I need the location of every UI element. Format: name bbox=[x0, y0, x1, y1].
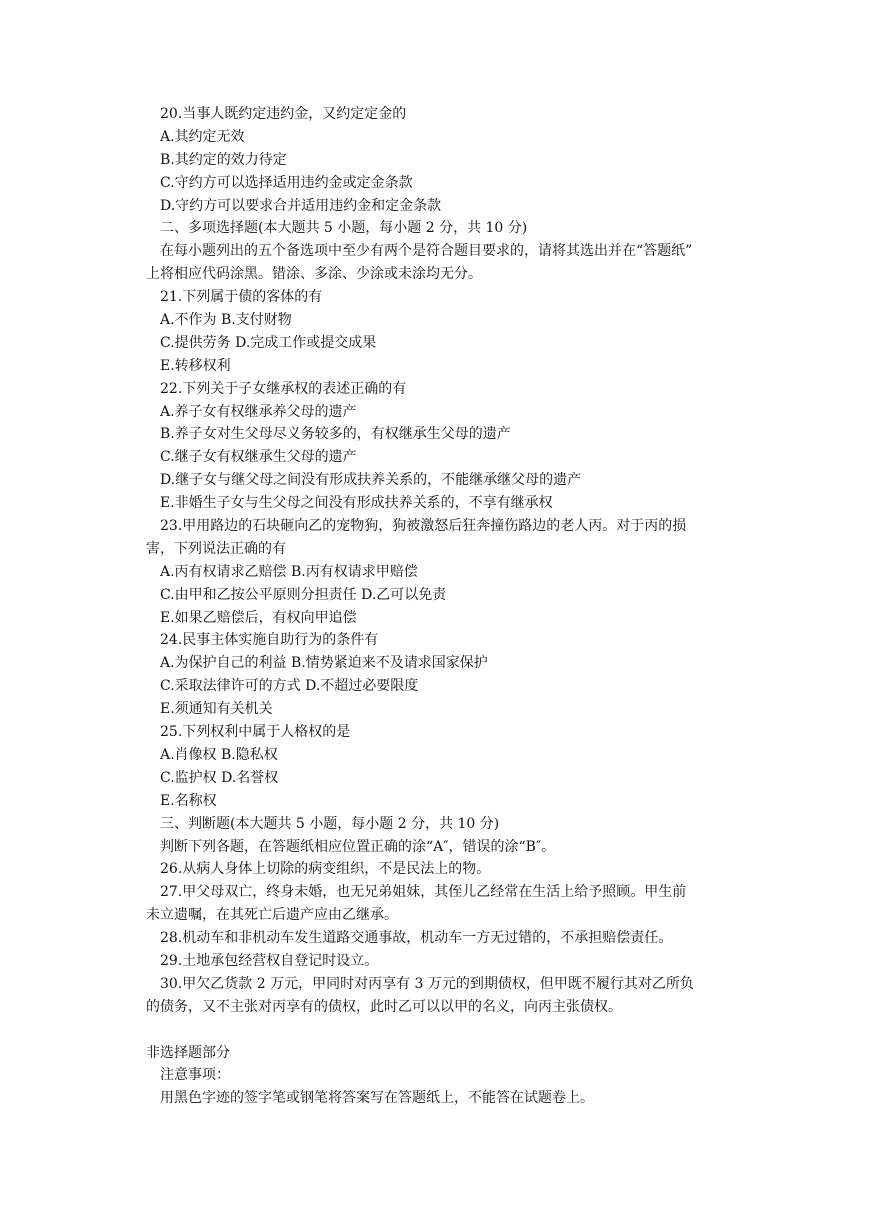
option-25ab: A.肖像权 B.隐私权 bbox=[160, 746, 278, 763]
option-22e: E.非婚生子女与生父母之间没有形成扶养关系的，不享有继承权 bbox=[160, 495, 553, 512]
question-29: 29.土地承包经营权自登记时设立。 bbox=[160, 952, 379, 969]
option-22d: D.继子女与继父母之间没有形成扶养关系的，不能继承继父母的遗产 bbox=[160, 472, 582, 489]
option-20d: D.守约方可以要求合并适用违约金和定金条款 bbox=[160, 197, 442, 214]
section-3-instruction: 判断下列各题，在答题纸相应位置正确的涂“A″，错误的涂“B″。 bbox=[160, 838, 556, 855]
option-23ab: A.丙有权请求乙赔偿 B.丙有权请求甲赔偿 bbox=[160, 563, 418, 580]
section-2-instruction: 在每小题列出的五个备选项中至少有两个是符合题目要求的，请将其选出并在“答题纸” bbox=[160, 243, 693, 260]
option-20b: B.其约定的效力待定 bbox=[160, 151, 287, 168]
question-20: 20.当事人既约定违约金，又约定定金的 bbox=[160, 106, 407, 122]
option-22a: A.养子女有权继承养父母的遗产 bbox=[160, 403, 357, 420]
option-24ab: A.为保护自己的利益 B.情势紧迫来不及请求国家保护 bbox=[160, 655, 488, 672]
option-20c: C.守约方可以选择适用违约金或定金条款 bbox=[160, 174, 413, 191]
question-26: 26.从病人身体上切除的病变组织，不是民法上的物。 bbox=[160, 861, 491, 878]
option-20a: A.其约定无效 bbox=[160, 128, 245, 145]
document-content bbox=[0, 103, 869, 1110]
option-24cd: C.采取法律许可的方式 D.不超过必要限度 bbox=[160, 678, 419, 695]
option-24e: E.须通知有关机关 bbox=[160, 701, 273, 718]
option-22c: C.继子女有权继承生父母的遗产 bbox=[160, 449, 357, 466]
section-2-heading: 二、多项选择题(本大题共 5 小题，每小题 2 分，共 10 分) bbox=[160, 220, 528, 237]
question-23-cont: 害，下列说法正确的有 bbox=[146, 540, 286, 557]
option-25e: E.名称权 bbox=[160, 792, 217, 809]
question-27: 27.甲父母双亡，终身未婚，也无兄弟姐妹，其侄儿乙经常在生活上给予照顾。甲生前 bbox=[160, 884, 687, 901]
non-choice-heading: 非选择题部分 bbox=[146, 1044, 230, 1061]
section-2-instruction-cont: 上将相应代码涂黑。错涂、多涂、少涂或未涂均无分。 bbox=[146, 266, 482, 283]
question-28: 28.机动车和非机动车发生道路交通事故，机动车一方无过错的，不承担赔偿责任。 bbox=[160, 930, 673, 947]
option-23cd: C.由甲和乙按公平原则分担责任 D.乙可以免责 bbox=[160, 586, 447, 603]
option-21cd: C.提供劳务 D.完成工作或提交成果 bbox=[160, 334, 377, 351]
question-25: 25.下列权利中属于人格权的是 bbox=[160, 724, 351, 741]
question-21: 21.下列属于债的客体的有 bbox=[160, 289, 323, 306]
question-22: 22.下列关于子女继承权的表述正确的有 bbox=[160, 380, 407, 397]
question-30-cont: 的债务，又不主张对丙享有的债权，此时乙可以以甲的名义，向丙主张债权。 bbox=[146, 998, 622, 1015]
notes-title: 注意事项： bbox=[160, 1067, 230, 1084]
question-30: 30.甲欠乙货款 2 万元，甲同时对丙享有 3 万元的到期债权，但甲既不履行其对乙所负 bbox=[160, 975, 694, 992]
notes-text: 用黑色字迹的签字笔或钢笔将答案写在答题纸上，不能答在试题卷上。 bbox=[160, 1090, 594, 1107]
question-23: 23.甲用路边的石块砸向乙的宠物狗，狗被激怒后狂奔撞伤路边的老人丙。对于丙的损 bbox=[160, 518, 687, 535]
question-24: 24.民事主体实施自助行为的条件有 bbox=[160, 632, 379, 649]
option-25cd: C.监护权 D.名誉权 bbox=[160, 769, 279, 786]
question-27-cont: 未立遗嘱，在其死亡后遗产应由乙继承。 bbox=[146, 907, 398, 924]
option-21ab: A.不作为 B.支付财物 bbox=[160, 312, 292, 329]
section-3-heading: 三、判断题(本大题共 5 小题，每小题 2 分，共 10 分) bbox=[160, 815, 500, 832]
option-23e: E.如果乙赔偿后，有权向甲追偿 bbox=[160, 609, 357, 626]
option-22b: B.养子女对生父母尽义务较多的，有权继承生父母的遗产 bbox=[160, 426, 511, 443]
blank-line bbox=[0, 1019, 869, 1042]
option-21e: E.转移权利 bbox=[160, 357, 231, 374]
